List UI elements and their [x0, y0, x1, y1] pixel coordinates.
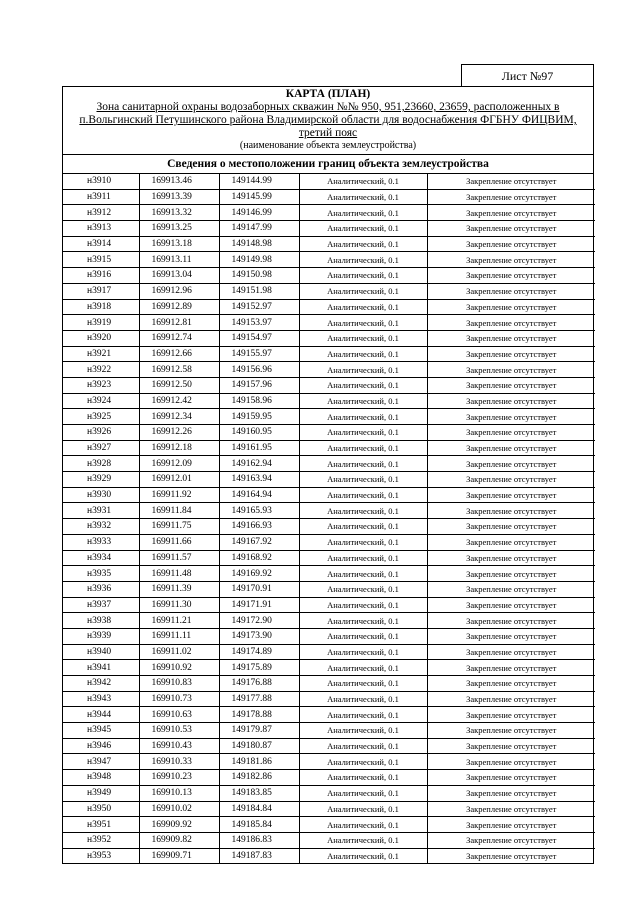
- method-cell: Аналитический, 0.1: [299, 456, 427, 472]
- y-coordinate-cell: 149183.85: [219, 785, 299, 801]
- x-coordinate-cell: 169912.74: [139, 330, 219, 346]
- table-row: [63, 660, 595, 676]
- x-coordinate-cell: 169913.25: [139, 221, 219, 237]
- point-id-cell: н3931: [63, 503, 139, 519]
- point-id-cell: н3947: [63, 754, 139, 770]
- point-id-cell: н3911: [63, 189, 139, 205]
- method-cell: Аналитический, 0.1: [299, 691, 427, 707]
- document-frame: [62, 86, 594, 864]
- method-cell: Аналитический, 0.1: [299, 425, 427, 441]
- table-row: [63, 487, 595, 503]
- fixation-cell: Закрепление отсутствует: [427, 409, 595, 425]
- y-coordinate-cell: 149147.99: [219, 221, 299, 237]
- y-coordinate-cell: 149180.87: [219, 738, 299, 754]
- table-row: [63, 676, 595, 692]
- table-row: [63, 644, 595, 660]
- table-row: [63, 456, 595, 472]
- x-coordinate-cell: 169909.71: [139, 848, 219, 863]
- method-cell: Аналитический, 0.1: [299, 393, 427, 409]
- y-coordinate-cell: 149164.94: [219, 487, 299, 503]
- y-coordinate-cell: 149161.95: [219, 440, 299, 456]
- fixation-cell: Закрепление отсутствует: [427, 566, 595, 582]
- x-coordinate-cell: 169913.32: [139, 205, 219, 221]
- method-cell: Аналитический, 0.1: [299, 346, 427, 362]
- y-coordinate-cell: 149154.97: [219, 330, 299, 346]
- point-id-cell: н3946: [63, 738, 139, 754]
- x-coordinate-cell: 169912.58: [139, 362, 219, 378]
- y-coordinate-cell: 149172.90: [219, 613, 299, 629]
- point-id-cell: н3933: [63, 534, 139, 550]
- method-cell: Аналитический, 0.1: [299, 252, 427, 268]
- point-id-cell: н3914: [63, 236, 139, 252]
- method-cell: Аналитический, 0.1: [299, 738, 427, 754]
- point-id-cell: н3953: [63, 848, 139, 863]
- table-row: [63, 817, 595, 833]
- table-row: [63, 534, 595, 550]
- x-coordinate-cell: 169912.18: [139, 440, 219, 456]
- fixation-cell: Закрепление отсутствует: [427, 691, 595, 707]
- x-coordinate-cell: 169912.09: [139, 456, 219, 472]
- table-row: [63, 252, 595, 268]
- method-cell: Аналитический, 0.1: [299, 832, 427, 848]
- x-coordinate-cell: 169911.39: [139, 581, 219, 597]
- x-coordinate-cell: 169911.48: [139, 566, 219, 582]
- point-id-cell: н3940: [63, 644, 139, 660]
- method-cell: Аналитический, 0.1: [299, 440, 427, 456]
- fixation-cell: Закрепление отсутствует: [427, 660, 595, 676]
- method-cell: Аналитический, 0.1: [299, 566, 427, 582]
- method-cell: Аналитический, 0.1: [299, 174, 427, 189]
- method-cell: Аналитический, 0.1: [299, 315, 427, 331]
- table-row: [63, 393, 595, 409]
- point-id-cell: н3910: [63, 174, 139, 189]
- fixation-cell: Закрепление отсутствует: [427, 205, 595, 221]
- point-id-cell: н3949: [63, 785, 139, 801]
- x-coordinate-cell: 169913.18: [139, 236, 219, 252]
- method-cell: Аналитический, 0.1: [299, 283, 427, 299]
- point-id-cell: н3927: [63, 440, 139, 456]
- x-coordinate-cell: 169911.92: [139, 487, 219, 503]
- object-name-caption: (наименование объекта землеустройства): [239, 140, 417, 151]
- y-coordinate-cell: 149144.99: [219, 174, 299, 189]
- table-row: [63, 566, 595, 582]
- y-coordinate-cell: 149181.86: [219, 754, 299, 770]
- point-id-cell: н3921: [63, 346, 139, 362]
- point-id-cell: н3942: [63, 676, 139, 692]
- x-coordinate-cell: 169910.53: [139, 723, 219, 739]
- table-row: [63, 785, 595, 801]
- table-row: [63, 754, 595, 770]
- x-coordinate-cell: 169910.43: [139, 738, 219, 754]
- point-id-cell: н3950: [63, 801, 139, 817]
- y-coordinate-cell: 149159.95: [219, 409, 299, 425]
- table-row: [63, 738, 595, 754]
- point-id-cell: н3922: [63, 362, 139, 378]
- point-id-cell: н3943: [63, 691, 139, 707]
- point-id-cell: н3939: [63, 628, 139, 644]
- method-cell: Аналитический, 0.1: [299, 581, 427, 597]
- fixation-cell: Закрепление отсутствует: [427, 597, 595, 613]
- y-coordinate-cell: 149157.96: [219, 377, 299, 393]
- y-coordinate-cell: 149155.97: [219, 346, 299, 362]
- table-row: [63, 707, 595, 723]
- x-coordinate-cell: 169910.63: [139, 707, 219, 723]
- y-coordinate-cell: 149166.93: [219, 519, 299, 535]
- fixation-cell: Закрепление отсутствует: [427, 676, 595, 692]
- fixation-cell: Закрепление отсутствует: [427, 236, 595, 252]
- table-row: [63, 315, 595, 331]
- fixation-cell: Закрепление отсутствует: [427, 785, 595, 801]
- method-cell: Аналитический, 0.1: [299, 628, 427, 644]
- point-id-cell: н3951: [63, 817, 139, 833]
- x-coordinate-cell: 169909.92: [139, 817, 219, 833]
- fixation-cell: Закрепление отсутствует: [427, 299, 595, 315]
- point-id-cell: н3916: [63, 268, 139, 284]
- fixation-cell: Закрепление отсутствует: [427, 581, 595, 597]
- x-coordinate-cell: 169910.02: [139, 801, 219, 817]
- table-row: [63, 597, 595, 613]
- table-row: [63, 174, 595, 189]
- fixation-cell: Закрепление отсутствует: [427, 832, 595, 848]
- y-coordinate-cell: 149150.98: [219, 268, 299, 284]
- table-row: [63, 581, 595, 597]
- x-coordinate-cell: 169911.66: [139, 534, 219, 550]
- method-cell: Аналитический, 0.1: [299, 644, 427, 660]
- point-id-cell: н3924: [63, 393, 139, 409]
- y-coordinate-cell: 149163.94: [219, 472, 299, 488]
- method-cell: Аналитический, 0.1: [299, 487, 427, 503]
- x-coordinate-cell: 169911.21: [139, 613, 219, 629]
- fixation-cell: Закрепление отсутствует: [427, 754, 595, 770]
- point-id-cell: н3929: [63, 472, 139, 488]
- section-title: Сведения о местоположении границ объекта землеустройства: [63, 155, 593, 174]
- fixation-cell: Закрепление отсутствует: [427, 315, 595, 331]
- method-cell: Аналитический, 0.1: [299, 848, 427, 863]
- x-coordinate-cell: 169912.42: [139, 393, 219, 409]
- method-cell: Аналитический, 0.1: [299, 676, 427, 692]
- fixation-cell: Закрепление отсутствует: [427, 550, 595, 566]
- x-coordinate-cell: 169912.01: [139, 472, 219, 488]
- document-title: КАРТА (ПЛАН): [285, 88, 371, 100]
- fixation-cell: Закрепление отсутствует: [427, 393, 595, 409]
- point-id-cell: н3937: [63, 597, 139, 613]
- x-coordinate-cell: 169913.39: [139, 189, 219, 205]
- sheet-number: Лист №97: [461, 64, 594, 87]
- point-id-cell: н3925: [63, 409, 139, 425]
- table-row: [63, 628, 595, 644]
- x-coordinate-cell: 169910.13: [139, 785, 219, 801]
- fixation-cell: Закрепление отсутствует: [427, 848, 595, 863]
- y-coordinate-cell: 149184.84: [219, 801, 299, 817]
- point-id-cell: н3928: [63, 456, 139, 472]
- method-cell: Аналитический, 0.1: [299, 550, 427, 566]
- table-row: [63, 268, 595, 284]
- y-coordinate-cell: 149178.88: [219, 707, 299, 723]
- method-cell: Аналитический, 0.1: [299, 299, 427, 315]
- point-id-cell: н3912: [63, 205, 139, 221]
- point-id-cell: н3944: [63, 707, 139, 723]
- y-coordinate-cell: 149153.97: [219, 315, 299, 331]
- x-coordinate-cell: 169910.23: [139, 770, 219, 786]
- point-id-cell: н3945: [63, 723, 139, 739]
- point-id-cell: н3918: [63, 299, 139, 315]
- x-coordinate-cell: 169911.02: [139, 644, 219, 660]
- method-cell: Аналитический, 0.1: [299, 268, 427, 284]
- point-id-cell: н3913: [63, 221, 139, 237]
- point-id-cell: н3934: [63, 550, 139, 566]
- fixation-cell: Закрепление отсутствует: [427, 487, 595, 503]
- method-cell: Аналитический, 0.1: [299, 534, 427, 550]
- fixation-cell: Закрепление отсутствует: [427, 817, 595, 833]
- y-coordinate-cell: 149152.97: [219, 299, 299, 315]
- point-id-cell: н3917: [63, 283, 139, 299]
- fixation-cell: Закрепление отсутствует: [427, 644, 595, 660]
- table-row: [63, 425, 595, 441]
- y-coordinate-cell: 149145.99: [219, 189, 299, 205]
- point-id-cell: н3919: [63, 315, 139, 331]
- y-coordinate-cell: 149187.83: [219, 848, 299, 863]
- x-coordinate-cell: 169912.89: [139, 299, 219, 315]
- boundary-points-table: [63, 174, 595, 863]
- x-coordinate-cell: 169912.81: [139, 315, 219, 331]
- x-coordinate-cell: 169910.33: [139, 754, 219, 770]
- table-row: [63, 377, 595, 393]
- table-row: [63, 770, 595, 786]
- point-id-cell: н3932: [63, 519, 139, 535]
- x-coordinate-cell: 169912.50: [139, 377, 219, 393]
- fixation-cell: Закрепление отсутствует: [427, 519, 595, 535]
- table-row: [63, 503, 595, 519]
- x-coordinate-cell: 169911.30: [139, 597, 219, 613]
- fixation-cell: Закрепление отсутствует: [427, 738, 595, 754]
- method-cell: Аналитический, 0.1: [299, 472, 427, 488]
- fixation-cell: Закрепление отсутствует: [427, 723, 595, 739]
- fixation-cell: Закрепление отсутствует: [427, 707, 595, 723]
- fixation-cell: Закрепление отсутствует: [427, 268, 595, 284]
- x-coordinate-cell: 169911.84: [139, 503, 219, 519]
- method-cell: Аналитический, 0.1: [299, 330, 427, 346]
- table-row: [63, 283, 595, 299]
- table-row: [63, 472, 595, 488]
- x-coordinate-cell: 169910.92: [139, 660, 219, 676]
- fixation-cell: Закрепление отсутствует: [427, 456, 595, 472]
- x-coordinate-cell: 169912.96: [139, 283, 219, 299]
- x-coordinate-cell: 169911.11: [139, 628, 219, 644]
- x-coordinate-cell: 169913.11: [139, 252, 219, 268]
- method-cell: Аналитический, 0.1: [299, 362, 427, 378]
- table-row: [63, 346, 595, 362]
- y-coordinate-cell: 149169.92: [219, 566, 299, 582]
- method-cell: Аналитический, 0.1: [299, 597, 427, 613]
- point-id-cell: н3923: [63, 377, 139, 393]
- y-coordinate-cell: 149176.88: [219, 676, 299, 692]
- method-cell: Аналитический, 0.1: [299, 801, 427, 817]
- y-coordinate-cell: 149148.98: [219, 236, 299, 252]
- method-cell: Аналитический, 0.1: [299, 221, 427, 237]
- table-row: [63, 205, 595, 221]
- table-row: [63, 832, 595, 848]
- y-coordinate-cell: 149160.95: [219, 425, 299, 441]
- table-row: [63, 691, 595, 707]
- method-cell: Аналитический, 0.1: [299, 189, 427, 205]
- fixation-cell: Закрепление отсутствует: [427, 613, 595, 629]
- method-cell: Аналитический, 0.1: [299, 754, 427, 770]
- x-coordinate-cell: 169910.73: [139, 691, 219, 707]
- fixation-cell: Закрепление отсутствует: [427, 189, 595, 205]
- method-cell: Аналитический, 0.1: [299, 785, 427, 801]
- y-coordinate-cell: 149149.98: [219, 252, 299, 268]
- fixation-cell: Закрепление отсутствует: [427, 425, 595, 441]
- fixation-cell: Закрепление отсутствует: [427, 346, 595, 362]
- point-id-cell: н3920: [63, 330, 139, 346]
- method-cell: Аналитический, 0.1: [299, 770, 427, 786]
- y-coordinate-cell: 149186.83: [219, 832, 299, 848]
- x-coordinate-cell: 169909.82: [139, 832, 219, 848]
- point-id-cell: н3941: [63, 660, 139, 676]
- table-row: [63, 440, 595, 456]
- method-cell: Аналитический, 0.1: [299, 723, 427, 739]
- fixation-cell: Закрепление отсутствует: [427, 770, 595, 786]
- table-row: [63, 299, 595, 315]
- fixation-cell: Закрепление отсутствует: [427, 221, 595, 237]
- method-cell: Аналитический, 0.1: [299, 660, 427, 676]
- fixation-cell: Закрепление отсутствует: [427, 503, 595, 519]
- fixation-cell: Закрепление отсутствует: [427, 472, 595, 488]
- table-row: [63, 330, 595, 346]
- point-id-cell: н3926: [63, 425, 139, 441]
- x-coordinate-cell: 169910.83: [139, 676, 219, 692]
- y-coordinate-cell: 149173.90: [219, 628, 299, 644]
- table-row: [63, 519, 595, 535]
- method-cell: Аналитический, 0.1: [299, 613, 427, 629]
- x-coordinate-cell: 169913.04: [139, 268, 219, 284]
- y-coordinate-cell: 149151.98: [219, 283, 299, 299]
- x-coordinate-cell: 169911.75: [139, 519, 219, 535]
- y-coordinate-cell: 149165.93: [219, 503, 299, 519]
- fixation-cell: Закрепление отсутствует: [427, 628, 595, 644]
- method-cell: Аналитический, 0.1: [299, 377, 427, 393]
- point-id-cell: н3952: [63, 832, 139, 848]
- method-cell: Аналитический, 0.1: [299, 519, 427, 535]
- fixation-cell: Закрепление отсутствует: [427, 174, 595, 189]
- fixation-cell: Закрепление отсутствует: [427, 362, 595, 378]
- method-cell: Аналитический, 0.1: [299, 707, 427, 723]
- fixation-cell: Закрепление отсутствует: [427, 440, 595, 456]
- fixation-cell: Закрепление отсутствует: [427, 283, 595, 299]
- table-row: [63, 362, 595, 378]
- object-name-line-3: третий пояс: [298, 127, 358, 139]
- y-coordinate-cell: 149167.92: [219, 534, 299, 550]
- table-row: [63, 409, 595, 425]
- object-name-line-1: Зона санитарной охраны водозаборных скважин №№ 950, 951,23660, 23659, расположенных в: [96, 101, 560, 113]
- fixation-cell: Закрепление отсутствует: [427, 377, 595, 393]
- point-id-cell: н3935: [63, 566, 139, 582]
- method-cell: Аналитический, 0.1: [299, 409, 427, 425]
- table-row: [63, 236, 595, 252]
- point-id-cell: н3930: [63, 487, 139, 503]
- x-coordinate-cell: 169912.26: [139, 425, 219, 441]
- object-name-line-2: п.Вольгинский Петушинского района Владимирской области для водоснабжения ФГБНУ ФИЦВИМ,: [79, 114, 577, 126]
- x-coordinate-cell: 169912.66: [139, 346, 219, 362]
- table-row: [63, 189, 595, 205]
- fixation-cell: Закрепление отсутствует: [427, 534, 595, 550]
- fixation-cell: Закрепление отсутствует: [427, 801, 595, 817]
- table-row: [63, 848, 595, 863]
- y-coordinate-cell: 149174.89: [219, 644, 299, 660]
- point-id-cell: н3938: [63, 613, 139, 629]
- table-row: [63, 801, 595, 817]
- y-coordinate-cell: 149179.87: [219, 723, 299, 739]
- point-id-cell: н3948: [63, 770, 139, 786]
- y-coordinate-cell: 149177.88: [219, 691, 299, 707]
- fixation-cell: Закрепление отсутствует: [427, 252, 595, 268]
- y-coordinate-cell: 149170.91: [219, 581, 299, 597]
- y-coordinate-cell: 149162.94: [219, 456, 299, 472]
- method-cell: Аналитический, 0.1: [299, 817, 427, 833]
- y-coordinate-cell: 149146.99: [219, 205, 299, 221]
- method-cell: Аналитический, 0.1: [299, 503, 427, 519]
- y-coordinate-cell: 149168.92: [219, 550, 299, 566]
- y-coordinate-cell: 149156.96: [219, 362, 299, 378]
- table-row: [63, 221, 595, 237]
- x-coordinate-cell: 169913.46: [139, 174, 219, 189]
- document-header: [63, 87, 593, 155]
- method-cell: Аналитический, 0.1: [299, 236, 427, 252]
- point-id-cell: н3915: [63, 252, 139, 268]
- point-id-cell: н3936: [63, 581, 139, 597]
- y-coordinate-cell: 149175.89: [219, 660, 299, 676]
- y-coordinate-cell: 149158.96: [219, 393, 299, 409]
- fixation-cell: Закрепление отсутствует: [427, 330, 595, 346]
- y-coordinate-cell: 149185.84: [219, 817, 299, 833]
- y-coordinate-cell: 149182.86: [219, 770, 299, 786]
- table-row: [63, 723, 595, 739]
- y-coordinate-cell: 149171.91: [219, 597, 299, 613]
- table-row: [63, 613, 595, 629]
- table-row: [63, 550, 595, 566]
- x-coordinate-cell: 169912.34: [139, 409, 219, 425]
- x-coordinate-cell: 169911.57: [139, 550, 219, 566]
- method-cell: Аналитический, 0.1: [299, 205, 427, 221]
